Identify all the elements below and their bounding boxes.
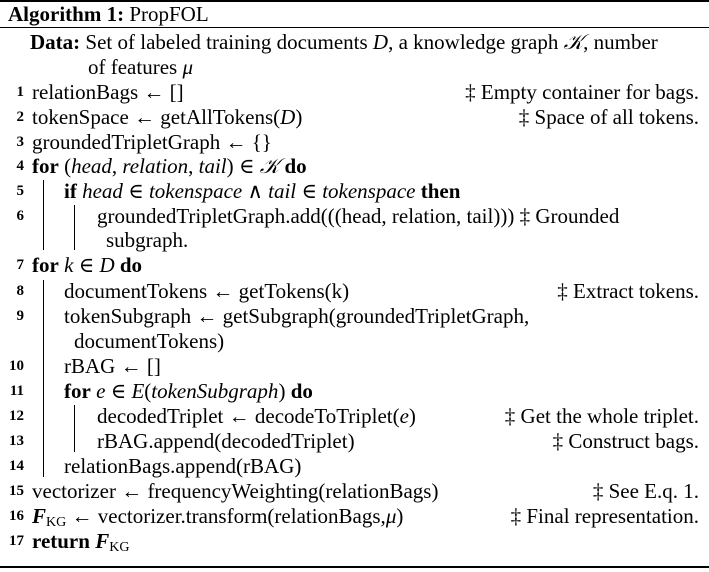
line-comment: ‡ Get the whole triplet. [504, 404, 699, 428]
line-number: 5 [16, 183, 24, 199]
algo-line-1 [0, 80, 709, 105]
line-code: rBAG.append(decodedTriplet) [97, 429, 355, 453]
line-code: relationBags.append(rBAG) [64, 454, 302, 478]
data-text-cont: of features μ [88, 55, 193, 79]
algo-line-3 [0, 130, 709, 155]
line-code: groundedTripletGraph.add(((head, relation, tail))) ‡ Grounded [97, 204, 620, 228]
keyword: if [64, 179, 77, 203]
line-code: rBAG ← [] [64, 354, 161, 378]
line-code: vectorizer ← frequencyWeighting(relationBags) [32, 479, 439, 503]
line-number: 4 [16, 158, 24, 174]
algo-line-16 [0, 504, 709, 529]
algo-line-5 [0, 179, 709, 204]
algo-line-6 [0, 204, 709, 229]
line-code: documentTokens ← getTokens(k) [64, 279, 350, 303]
algo-line-8 [0, 279, 709, 304]
line-number: 10 [9, 358, 24, 374]
line-comment: ‡ See E.q. 1. [592, 479, 699, 503]
algo-line-13 [0, 429, 709, 454]
algo-line-4 [0, 154, 709, 179]
algo-line-6-cont [0, 228, 709, 253]
line-number: 13 [9, 433, 24, 449]
line-code-cont: documentTokens) [74, 329, 225, 353]
algo-line-9-cont [0, 329, 709, 354]
data-text: Set of labeled training documents D, a knowledge graph 𝒦, number [85, 30, 658, 54]
line-comment: ‡ Final representation. [510, 504, 699, 528]
algorithm-name: PropFOL [129, 2, 209, 26]
algo-line-9 [0, 304, 709, 329]
keyword: for [32, 253, 59, 277]
data-line-cont [0, 55, 709, 80]
line-number: 8 [16, 283, 24, 299]
keyword: return [32, 529, 90, 553]
feature-variable: F [95, 529, 110, 553]
keyword: for [64, 379, 91, 403]
line-number: 12 [9, 408, 24, 424]
data-line [0, 30, 709, 55]
line-code: tokenSpace ← getAllTokens(D) [32, 105, 303, 129]
keyword: do [119, 253, 143, 277]
line-number: 6 [16, 208, 24, 224]
line-code: decodedTriplet ← decodeToTriplet(e) [97, 404, 416, 428]
algo-line-10 [0, 354, 709, 379]
line-number: 7 [16, 257, 24, 273]
algo-line-17 [0, 529, 709, 554]
algo-line-14 [0, 454, 709, 479]
algo-line-11 [0, 379, 709, 404]
line-number: 3 [16, 134, 24, 150]
line-code: if head ∈ tokenspace ∧ tail ∈ tokenspace then [64, 179, 461, 203]
line-code [32, 529, 129, 560]
line-comment: ‡ Empty container for bags. [465, 80, 699, 104]
line-code: relationBags ← [] [32, 80, 184, 104]
bottom-rule [0, 566, 709, 568]
line-number: 9 [16, 308, 24, 324]
line-code: $F_{KG}$ ← vectorizer.transform(relationBags,μ) [32, 504, 404, 530]
algo-line-7 [0, 253, 709, 278]
line-number: 15 [9, 483, 24, 499]
line-number: 17 [9, 533, 24, 549]
algorithm-label: Algorithm 1: [8, 2, 125, 26]
line-code: for k ∈ D do [32, 253, 143, 277]
title-rule [0, 27, 709, 28]
line-number: 16 [9, 508, 24, 524]
data-label: Data: [30, 30, 81, 54]
keyword: do [290, 379, 313, 403]
line-comment: ‡ Construct bags. [552, 429, 699, 453]
variable-subscript: KG [109, 540, 130, 555]
feature-variable: F [32, 504, 47, 528]
line-code: groundedTripletGraph ← {} [32, 130, 272, 154]
line-number: 2 [16, 109, 24, 125]
algo-line-15 [0, 479, 709, 504]
line-code: for e ∈ E(tokenSubgraph) do [64, 379, 313, 403]
variable-subscript: KG [46, 515, 67, 530]
keyword: for [32, 154, 59, 178]
keyword: do [284, 154, 307, 178]
line-number: 11 [9, 383, 24, 399]
line-code: tokenSubgraph ← getSubgraph(groundedTripletGraph, [64, 304, 530, 328]
line-comment: ‡ Extract tokens. [557, 279, 699, 303]
algo-line-12 [0, 404, 709, 429]
line-comment: ‡ Space of all tokens. [518, 105, 699, 129]
algo-line-2 [0, 105, 709, 130]
line-code: for (head, relation, tail) ∈ 𝒦 do [32, 154, 307, 178]
line-code-cont: subgraph. [106, 228, 189, 252]
algorithm-title [8, 2, 209, 26]
line-number: 1 [16, 84, 24, 100]
keyword: then [420, 179, 461, 203]
line-number: 14 [9, 458, 24, 474]
